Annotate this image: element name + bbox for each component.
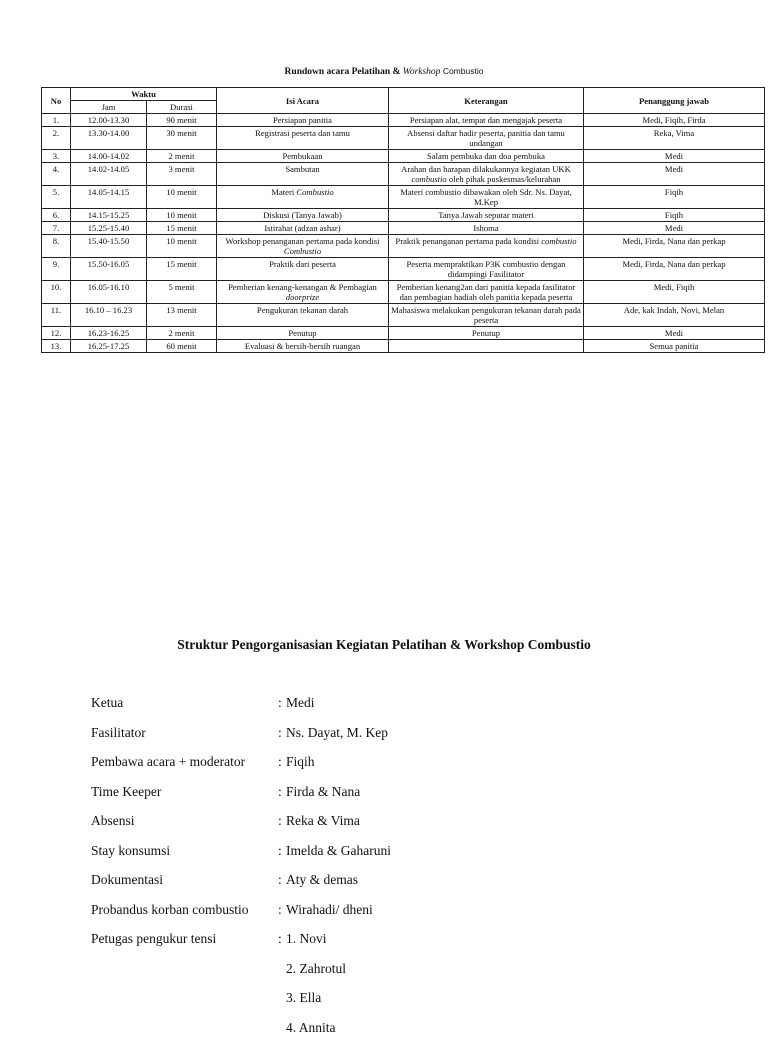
role-value: Fiqih [286, 752, 315, 782]
isi-text: Pemberian kenang-kenangan & Pembagian [228, 282, 377, 292]
cell-keterangan: Pemberian kenang2an dari panitia kepada fasilitator dan pembagian hadiah oleh panitia kepada peserta [389, 281, 584, 304]
table-row [42, 163, 765, 186]
cell-isi: Pengukuran tekanan darah [217, 304, 389, 327]
cell-pj: Medi, Firda, Nana dan perkap [584, 235, 765, 258]
tensi-officer: 4. Annita [91, 1018, 391, 1047]
role-value: Reka & Vima [286, 811, 360, 841]
separator: : [278, 693, 286, 723]
cell-durasi: 10 menit [147, 186, 217, 209]
cell-jam: 16.05-16.10 [71, 281, 147, 304]
cell-pj: Medi, Fiqih [584, 281, 765, 304]
separator: : [278, 870, 286, 900]
cell-isi: Diskusi (Tanya Jawab) [217, 209, 389, 222]
cell-no: 5. [42, 186, 71, 209]
ket-text-end: oleh pihak puskesmas/kelurahan [449, 174, 561, 184]
table-row [42, 340, 765, 353]
role-label: Dokumentasi [91, 870, 278, 900]
cell-isi [217, 281, 389, 304]
cell-isi: Persiapan panitia [217, 114, 389, 127]
cell-isi: Registrasi peserta dan tamu [217, 127, 389, 150]
separator: : [278, 841, 286, 871]
role-value: Wirahadi/ dheni [286, 900, 373, 930]
struktur-title: Struktur Pengorganisasian Kegiatan Pelatihan & Workshop Combustio [0, 637, 768, 653]
list-item [91, 782, 391, 812]
role-label: Petugas pengukur tensi [91, 929, 278, 959]
isi-italic: Combustio [284, 246, 321, 256]
separator: : [278, 723, 286, 753]
cell-jam: 14.15-15.25 [71, 209, 147, 222]
role-label: Stay konsumsi [91, 841, 278, 871]
cell-jam: 12.00-13.30 [71, 114, 147, 127]
cell-durasi: 10 menit [147, 235, 217, 258]
cell-no: 7. [42, 222, 71, 235]
cell-jam: 15.25-15.40 [71, 222, 147, 235]
cell-no: 3. [42, 150, 71, 163]
separator: : [278, 929, 286, 959]
cell-isi: Penutup [217, 327, 389, 340]
cell-durasi: 15 menit [147, 258, 217, 281]
list-item [91, 752, 391, 782]
cell-no: 11. [42, 304, 71, 327]
role-label: Probandus korban combustio [91, 900, 278, 930]
cell-keterangan: Materi combustio dibawakan oleh Sdr. Ns. Dayat, M.Kep [389, 186, 584, 209]
cell-jam: 14.00-14.02 [71, 150, 147, 163]
cell-keterangan: Absensi daftar hadir peserta, panitia dan tamu undangan [389, 127, 584, 150]
table-row [42, 127, 765, 150]
cell-no: 13. [42, 340, 71, 353]
cell-isi: Evaluasi & bersih-bersih ruangan [217, 340, 389, 353]
separator: : [278, 782, 286, 812]
cell-jam: 14.02-14.05 [71, 163, 147, 186]
role-label: Pembawa acara + moderator [91, 752, 278, 782]
cell-pj: Medi [584, 150, 765, 163]
list-item [91, 929, 391, 959]
cell-pj: Medi [584, 163, 765, 186]
list-item [91, 900, 391, 930]
isi-italic: Combustio [296, 187, 333, 197]
cell-no: 10. [42, 281, 71, 304]
cell-pj: Medi, Fiqih, Firda [584, 114, 765, 127]
cell-durasi: 3 menit [147, 163, 217, 186]
role-value: Imelda & Gaharuni [286, 841, 391, 871]
header-durasi: Durasi [147, 101, 217, 114]
isi-text: Materi [271, 187, 294, 197]
cell-jam: 14.05-14.15 [71, 186, 147, 209]
cell-jam: 16.25-17.25 [71, 340, 147, 353]
cell-durasi: 30 menit [147, 127, 217, 150]
header-isi-acara: Isi Acara [217, 88, 389, 114]
role-value: Medi [286, 693, 315, 723]
cell-keterangan [389, 235, 584, 258]
header-jam: Jam [71, 101, 147, 114]
cell-jam: 16.10 – 16.23 [71, 304, 147, 327]
cell-durasi: 90 menit [147, 114, 217, 127]
cell-no: 4. [42, 163, 71, 186]
cell-jam: 15.50-16.05 [71, 258, 147, 281]
cell-no: 12. [42, 327, 71, 340]
header-waktu: Waktu [71, 88, 217, 101]
rundown-table [41, 87, 765, 353]
list-item [91, 811, 391, 841]
cell-isi: Istirahat (adzan ashar) [217, 222, 389, 235]
rundown-title-italic: Workshop [403, 67, 441, 77]
rundown-title-tail: Combustio [443, 66, 484, 76]
cell-keterangan [389, 340, 584, 353]
role-value: Firda & Nana [286, 782, 360, 812]
cell-pj: Medi [584, 222, 765, 235]
separator: : [278, 811, 286, 841]
table-row [42, 114, 765, 127]
header-keterangan: Keterangan [389, 88, 584, 114]
role-value: Ns. Dayat, M. Kep [286, 723, 388, 753]
table-row [42, 222, 765, 235]
cell-isi: Sambutan [217, 163, 389, 186]
cell-pj: Fiqih [584, 209, 765, 222]
role-label: Ketua [91, 693, 278, 723]
cell-durasi: 10 menit [147, 209, 217, 222]
ket-text: Arahan dan harapan dilakukannya kegiatan UKK [401, 164, 571, 174]
cell-isi: Pembukaan [217, 150, 389, 163]
cell-jam: 15.40-15.50 [71, 235, 147, 258]
cell-durasi: 5 menit [147, 281, 217, 304]
table-row [42, 327, 765, 340]
table-row [42, 304, 765, 327]
cell-durasi: 60 menit [147, 340, 217, 353]
cell-no: 9. [42, 258, 71, 281]
cell-durasi: 2 menit [147, 150, 217, 163]
list-item [91, 870, 391, 900]
rundown-title-main: Rundown acara Pelatihan & [285, 67, 401, 77]
cell-keterangan: Penutup [389, 327, 584, 340]
role-value: Aty & demas [286, 870, 358, 900]
list-item [91, 693, 391, 723]
table-row [42, 258, 765, 281]
cell-isi [217, 186, 389, 209]
tensi-officer: 3. Ella [91, 988, 391, 1018]
isi-text: Workshop penanganan pertama pada kondisi [226, 236, 380, 246]
table-row [42, 281, 765, 304]
cell-isi: Praktik dari peserta [217, 258, 389, 281]
ket-italic: combustio [411, 174, 446, 184]
isi-italic: doorprize [286, 292, 319, 302]
ket-italic: combustio [541, 236, 576, 246]
cell-jam: 13.30-14.00 [71, 127, 147, 150]
cell-durasi: 13 menit [147, 304, 217, 327]
cell-no: 2. [42, 127, 71, 150]
cell-pj: Medi [584, 327, 765, 340]
role-label: Time Keeper [91, 782, 278, 812]
cell-jam: 16.23-16.25 [71, 327, 147, 340]
cell-pj: Medi, Firda, Nana dan perkap [584, 258, 765, 281]
list-item [91, 723, 391, 753]
cell-keterangan: Salam pembuka dan doa pembuka [389, 150, 584, 163]
cell-pj: Fiqih [584, 186, 765, 209]
cell-pj: Ade, kak Indah, Novi, Melan [584, 304, 765, 327]
rundown-title [0, 66, 768, 77]
cell-no: 6. [42, 209, 71, 222]
table-row [42, 150, 765, 163]
ket-text: Praktik penanganan pertama pada kondisi [395, 236, 539, 246]
cell-pj: Semua panitia [584, 340, 765, 353]
cell-keterangan: Persiapan alat, tempat dan mengajak peserta [389, 114, 584, 127]
role-value: 1. Novi [286, 929, 327, 959]
separator: : [278, 752, 286, 782]
cell-no: 1. [42, 114, 71, 127]
table-row [42, 235, 765, 258]
cell-durasi: 2 menit [147, 327, 217, 340]
table-row [42, 186, 765, 209]
cell-keterangan: Mahasiswa melakukan pengukuran tekanan darah pada peserta [389, 304, 584, 327]
cell-isi [217, 235, 389, 258]
cell-pj: Reka, Vima [584, 127, 765, 150]
cell-keterangan: Ishoma [389, 222, 584, 235]
cell-keterangan: Tanya Jawab seputar materi [389, 209, 584, 222]
separator: : [278, 900, 286, 930]
role-label: Fasilitator [91, 723, 278, 753]
cell-keterangan [389, 163, 584, 186]
cell-durasi: 15 menit [147, 222, 217, 235]
struktur-list [91, 693, 391, 1047]
header-penanggung-jawab: Penanggung jawab [584, 88, 765, 114]
cell-no: 8. [42, 235, 71, 258]
table-row [42, 209, 765, 222]
role-label: Absensi [91, 811, 278, 841]
list-item [91, 841, 391, 871]
cell-keterangan: Peserta mempraktikan P3K combustio dengan didampingi Fasilitator [389, 258, 584, 281]
tensi-officer: 2. Zahrotul [91, 959, 391, 989]
header-no: No [42, 88, 71, 114]
